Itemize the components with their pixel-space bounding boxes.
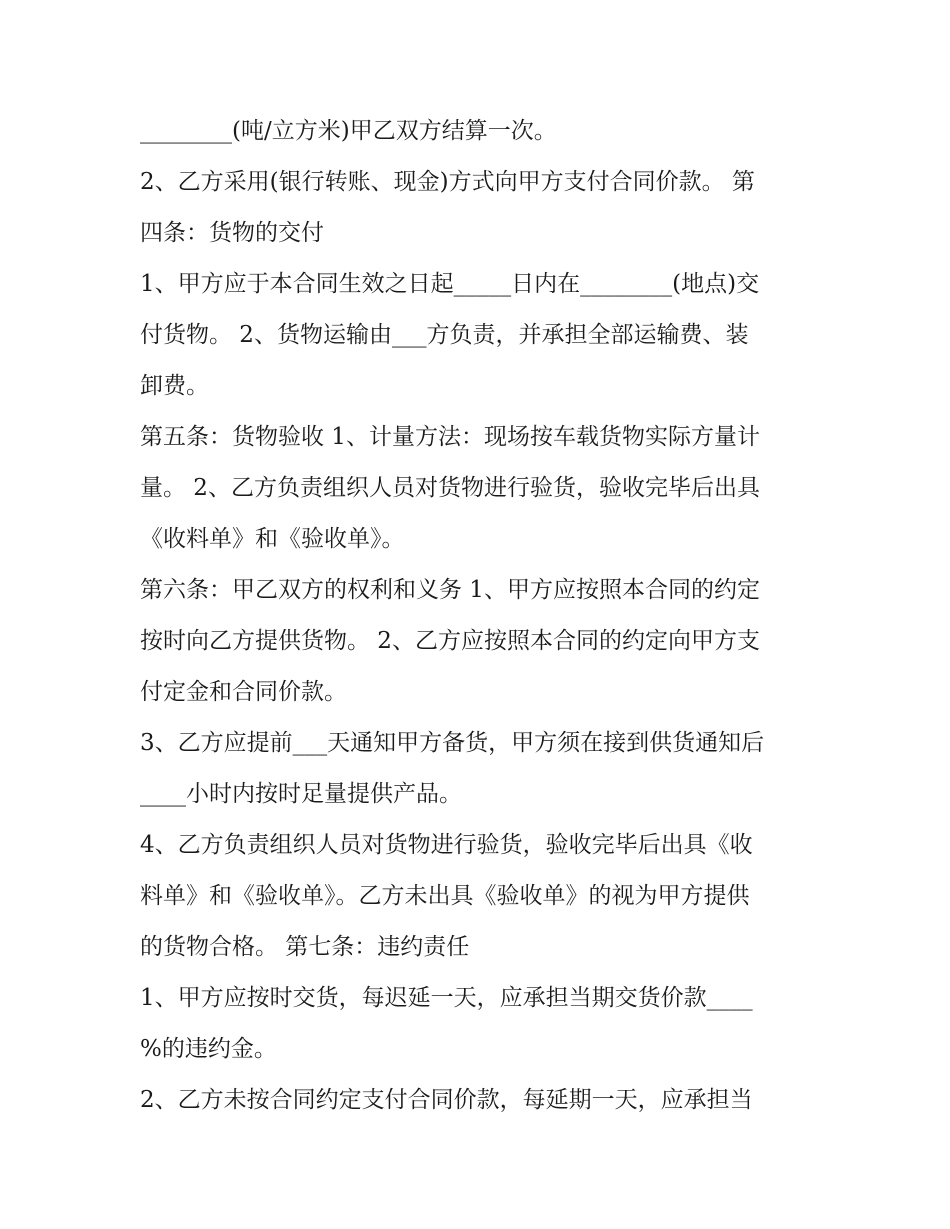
text-line: 《收料单》和《验收单》。 xyxy=(140,526,405,552)
text-line: 按时向乙方提供货物。 2、乙方应按照本合同的约定向甲方支 xyxy=(140,628,760,654)
document-page xyxy=(140,106,820,1126)
text-line: 第五条：货物验收 1、计量方法：现场按车载货物实际方量计 xyxy=(140,424,760,450)
text-line: 四条：货物的交付 xyxy=(140,220,324,246)
text-line: 1、甲方应按时交货，每迟延一天，应承担当期交货价款____ xyxy=(140,985,753,1011)
text-line: 料单》和《验收单》。乙方未出具《验收单》的视为甲方提供 xyxy=(140,883,750,909)
text-line: 第六条：甲乙双方的权利和义务 1、甲方应按照本合同的约定 xyxy=(140,577,760,603)
text-line: 的货物合格。 第七条：违约责任 xyxy=(140,934,470,960)
text-line: 4、乙方负责组织人员对货物进行验货，验收完毕后出具《收 xyxy=(140,832,753,858)
text-line: 卸费。 xyxy=(140,373,209,399)
text-line: 付定金和合同价款。 xyxy=(140,679,347,705)
text-line: 2、乙方未按合同约定支付合同价款，每延期一天，应承担当 xyxy=(140,1087,753,1113)
text-line: 付货物。 2、货物运输由___方负责，并承担全部运输费、装 xyxy=(140,322,749,348)
text-line: 1、甲方应于本合同生效之日起_____日内在________(地点)交 xyxy=(140,271,760,297)
text-line: 2、乙方采用(银行转账、现金)方式向甲方支付合同价款。 第 xyxy=(140,169,755,195)
text-line: 量。 2、乙方负责组织人员对货物进行验货，验收完毕后出具 xyxy=(140,475,760,501)
text-line: ________(吨/立方米)甲乙双方结算一次。 xyxy=(140,118,557,144)
text-line: 3、乙方应提前___天通知甲方备货，甲方须在接到供货通知后 xyxy=(140,730,765,756)
text-line: ____小时内按时足量提供产品。 xyxy=(140,781,462,807)
text-line: %的违约金。 xyxy=(140,1036,277,1062)
